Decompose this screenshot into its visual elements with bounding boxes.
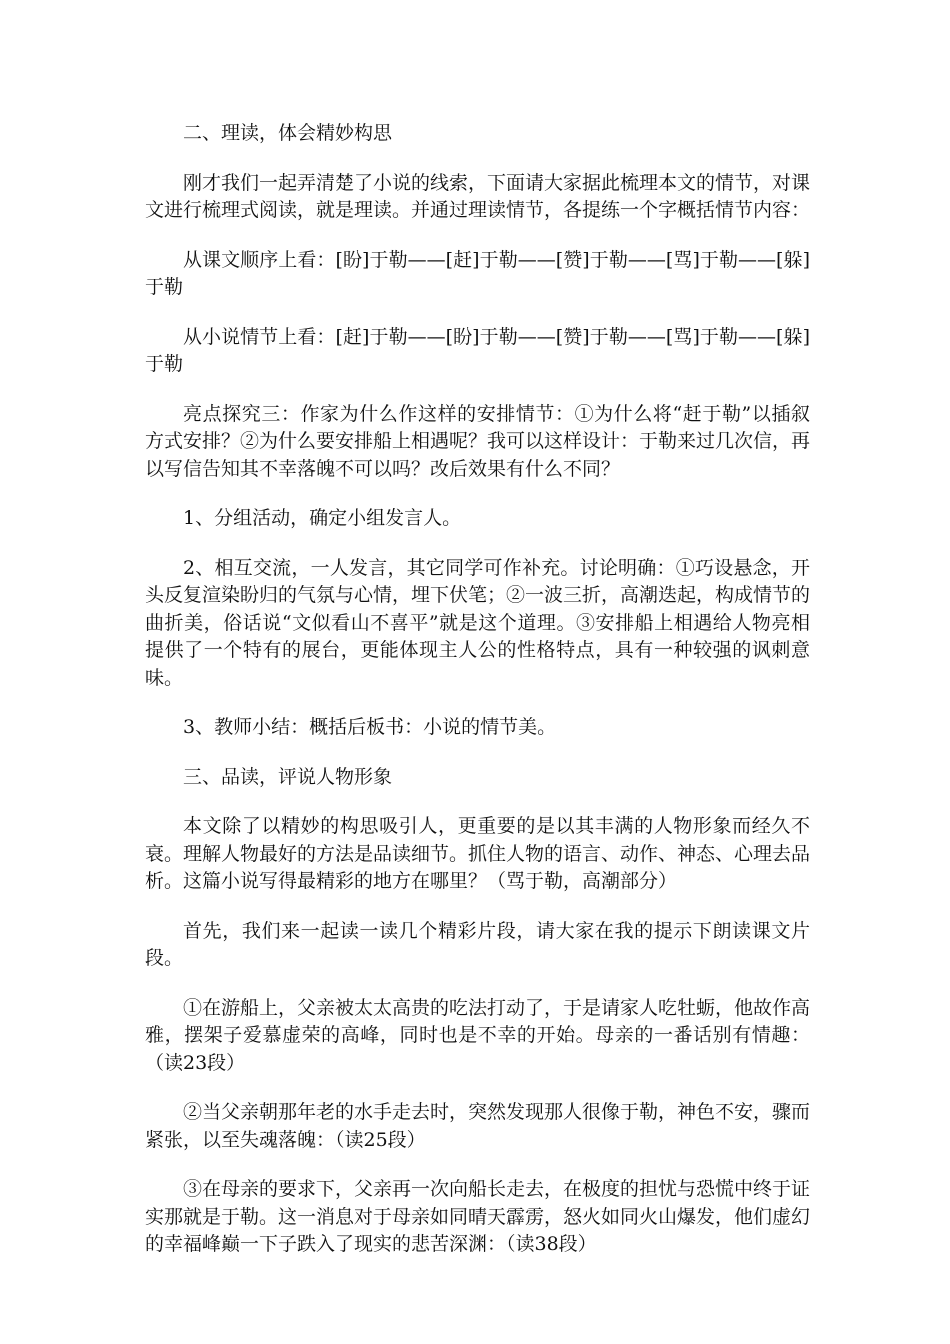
paragraph-intro: 刚才我们一起弄清楚了小说的线索，下面请大家据此梳理本文的情节，对课文进行梳理式阅读，就是理读。并通过理读情节，各提练一个字概括情节内容： (145, 171, 811, 221)
paragraph-excerpt-two: ②当父亲朝那年老的水手走去时，突然发现那人很像于勒，神色不安，骤而紧张，以至失魂落魄：（读25段） (145, 1101, 811, 1151)
section-heading-reading-structure: 二、理读，体会精妙构思 (183, 122, 393, 144)
section-heading-character: 三、品读，评说人物形象 (183, 765, 393, 788)
paragraph-excerpt-one: ①在游船上，父亲被太太高贵的吃法打动了，于是请家人吃牡蛎，他故作高雅，摆架子爱慕虚荣的高峰，同时也是不幸的开始。母亲的一番话别有情趣：（读23段） (145, 996, 811, 1074)
paragraph-reading-prompt: 首先，我们来一起读一读几个精彩片段，请大家在我的提示下朗读课文片段。 (145, 919, 810, 969)
paragraph-step-one: 1、分组活动，确定小组发言人。 (183, 507, 462, 529)
paragraph-text-order: 从课文顺序上看：[盼]于勒——[赶]于勒——[赞]于勒——[骂]于勒——[躲]于勒 (145, 248, 810, 298)
paragraph-excerpt-three: ③在母亲的要求下，父亲再一次向船长走去，在极度的担忧与恐慌中终于证实那就是于勒。这一消息对于母亲如同晴天霹雳，怒火如同火山爆发，他们虚幻的幸福峰巅一下子跌入了现实的悲苦深渊：（读38段） (145, 1178, 811, 1255)
paragraph-step-three: 3、教师小结：概括后板书：小说的情节美。 (183, 716, 557, 738)
paragraph-step-two: 2、相互交流，一人发言，其它同学可作补充。讨论明确：①巧设悬念，开头反复渲染盼归的气氛与心情，埋下伏笔；②一波三折，高潮迭起，构成情节的曲折美，俗话说“文似看山不喜平”就是这个道理。③安排船上相遇给人物亮相提供了一个特有的展台，更能体现主人公的性格特点，具有一种较强的讽刺意味。 (145, 556, 811, 689)
paragraph-character-intro: 本文除了以精妙的构思吸引人，更重要的是以其丰满的人物形象而经久不衰。理解人物最好的方法是品读细节。抓住人物的语言、动作、神态、心理去品析。这篇小说写得最精彩的地方在哪里？（骂于勒，高潮部分） (145, 815, 811, 892)
paragraph-plot-order: 从小说情节上看：[赶]于勒——[盼]于勒——[赞]于勒——[骂]于勒——[躲]于勒 (145, 325, 810, 375)
document-body (145, 120, 810, 1281)
paragraph-highlight-three: 亮点探究三：作家为什么作这样的安排情节：①为什么将“赶于勒”以插叙方式安排？②为什么要安排船上相遇呢？我可以这样设计：于勒来过几次信，再以写信告知其不幸落魄不可以吗？改后效果有什么不同？ (145, 402, 811, 480)
